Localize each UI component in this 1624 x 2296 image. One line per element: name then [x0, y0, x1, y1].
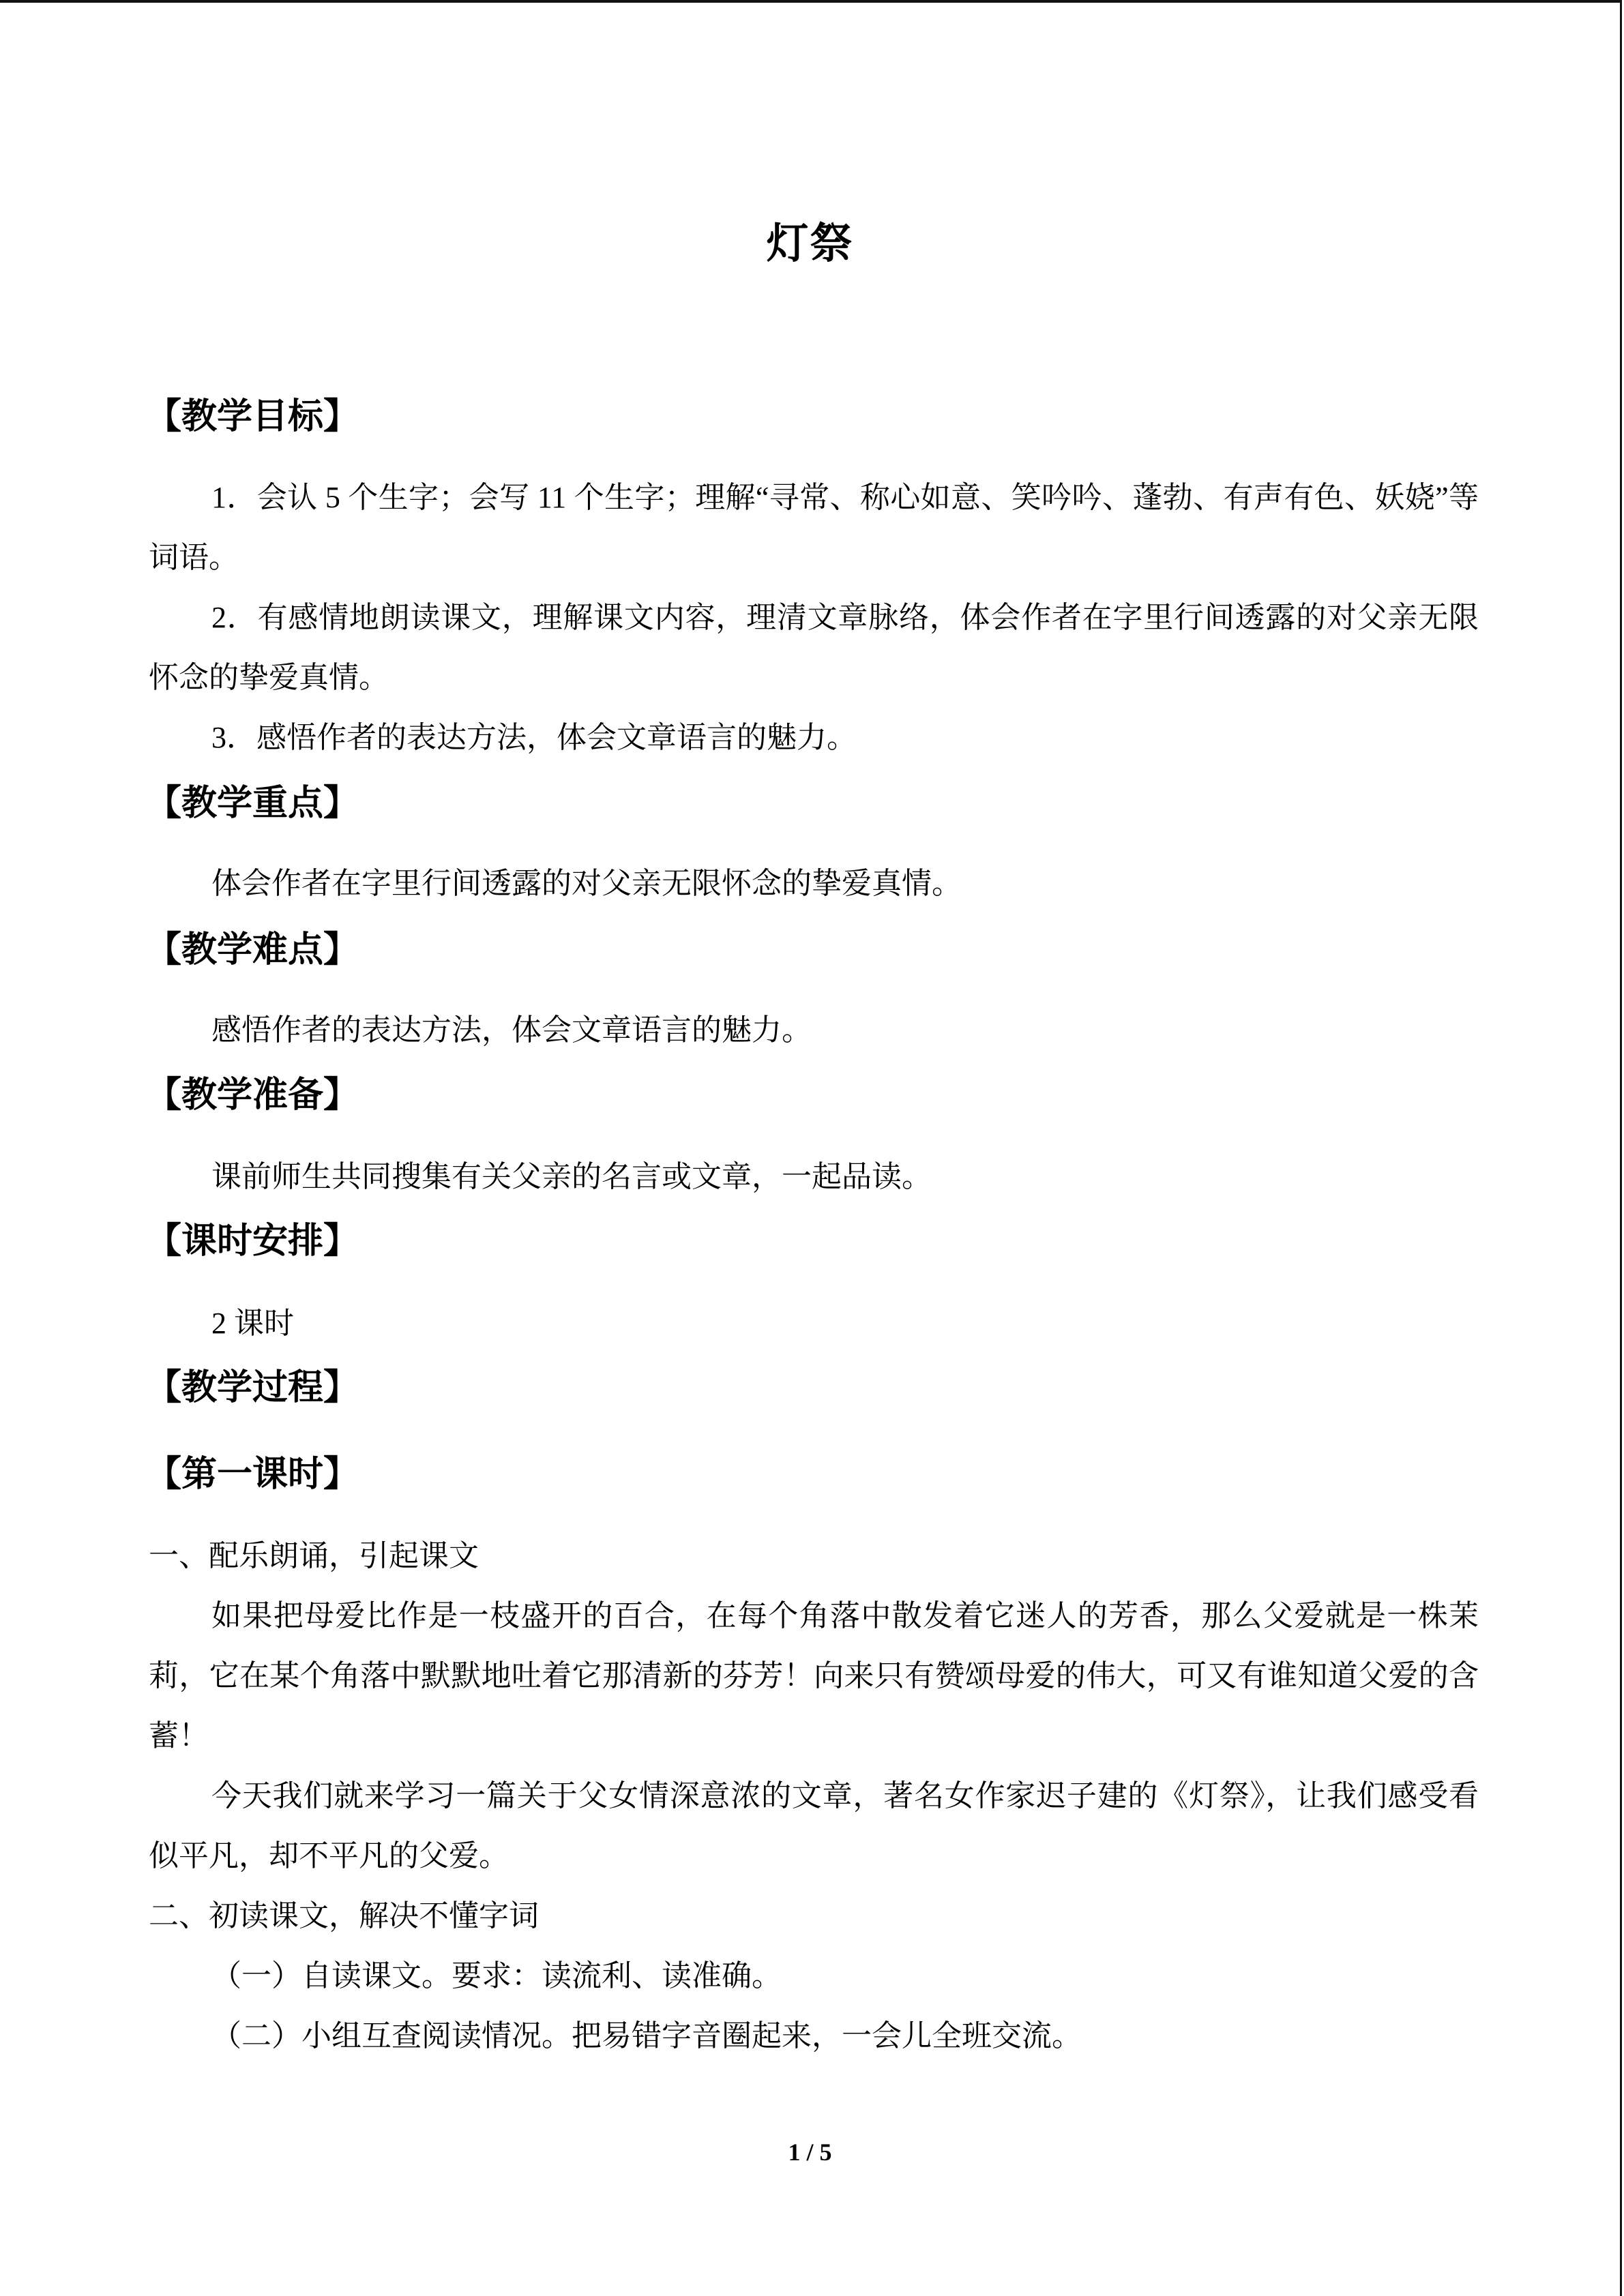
- step-2-item-1: （一）自读课文。要求：读流利、读准确。: [211, 1959, 782, 1993]
- objective-3: 3．感悟作者的表达方法，体会文章语言的魅力。: [211, 721, 857, 754]
- section-heading-difficulties: 【教学难点】: [146, 929, 359, 970]
- section-heading-process: 【教学过程】: [146, 1367, 359, 1408]
- section-heading-teaching-objectives: 【教学目标】: [146, 396, 359, 437]
- difficulties-text: 感悟作者的表达方法，体会文章语言的魅力。: [211, 1013, 812, 1047]
- section-heading-schedule: 【课时安排】: [146, 1221, 359, 1262]
- key-points-text: 体会作者在字里行间透露的对父亲无限怀念的挚爱真情。: [211, 867, 962, 900]
- section-heading-preparation: 【教学准备】: [146, 1075, 359, 1116]
- step-2-item-2: （二）小组互查阅读情况。把易错字音圈起来，一会儿全班交流。: [211, 2019, 1082, 2053]
- document-title: 灯祭: [766, 221, 854, 267]
- step-1-paragraph-2: 今天我们就来学习一篇关于父女情深意浓的文章，著名女作家迟子建的《灯祭》，让我们感受看似平凡，却不平凡的父爱。: [149, 1779, 1479, 1873]
- step-1-heading: 一、配乐朗诵，引起课文: [149, 1539, 479, 1572]
- step-2-heading: 二、初读课文，解决不懂字词: [149, 1899, 539, 1933]
- section-heading-first-lesson: 【第一课时】: [146, 1454, 359, 1495]
- objective-1: 1．会认 5 个生字；会写 11 个生字；理解“寻常、称心如意、笑吟吟、蓬勃、有声有色、妖娆”等词语。: [149, 481, 1479, 574]
- step-1-paragraph-1: 如果把母爱比作是一枝盛开的百合，在每个角落中散发着它迷人的芳香，那么父爱就是一株茉莉，它在某个角落中默默地吐着它那清新的芬芳！向来只有赞颂母爱的伟大，可又有谁知道父爱的含蓄！: [149, 1599, 1479, 1753]
- schedule-text: 2 课时: [211, 1307, 294, 1340]
- preparation-text: 课前师生共同搜集有关父亲的名言或文章，一起品读。: [211, 1160, 932, 1193]
- page-number: 1 / 5: [788, 2138, 832, 2166]
- objective-2: 2．有感情地朗读课文，理解课文内容，理清文章脉络，体会作者在字里行间透露的对父亲无限怀念的挚爱真情。: [149, 601, 1479, 694]
- section-heading-key-points: 【教学重点】: [146, 783, 359, 824]
